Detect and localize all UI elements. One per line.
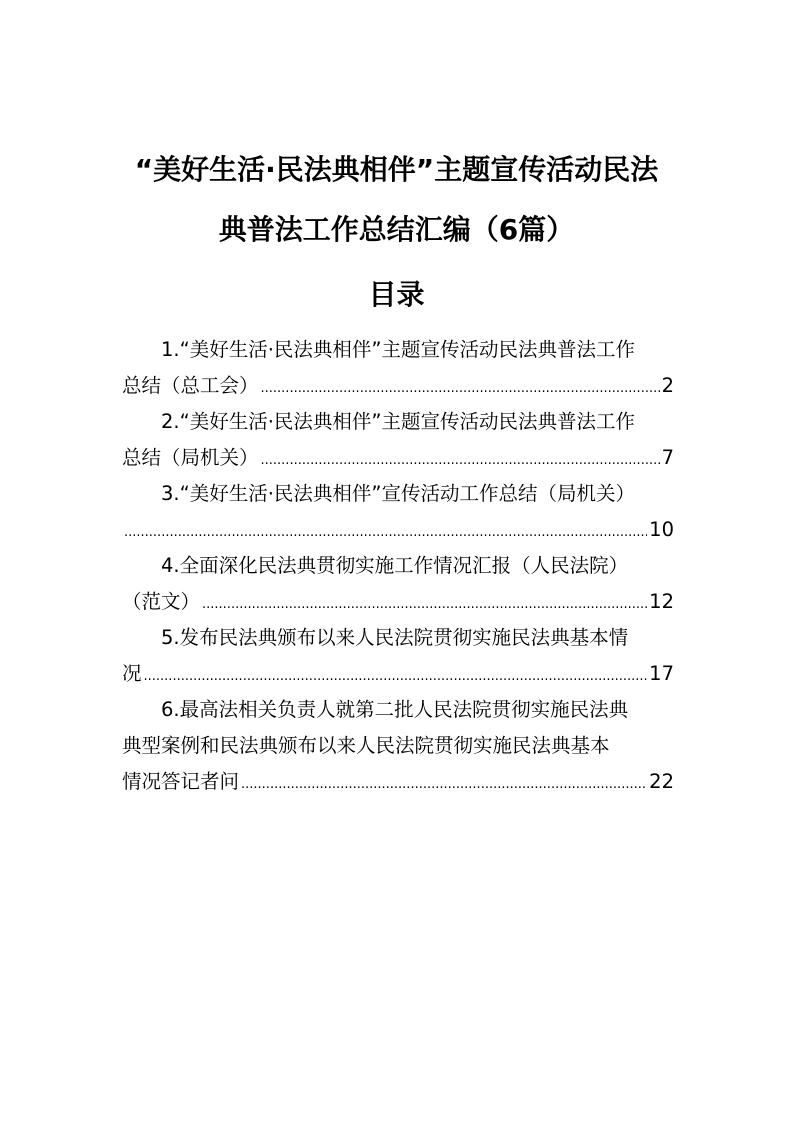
toc-dot-leader — [202, 584, 647, 623]
toc-dot-leader — [241, 764, 647, 803]
toc-page-number: 2 — [661, 374, 674, 397]
toc-entry-line — [122, 692, 674, 728]
toc-entry-1[interactable] — [122, 332, 674, 404]
toc-entry-line — [122, 656, 674, 692]
toc-entry-title-continued: 情况答记者问 — [122, 770, 240, 793]
toc-entry-title: 5.发布民法典颁布以来人民法院贯彻实施民法典基本情 — [161, 626, 629, 649]
toc-entry-line — [122, 584, 674, 620]
toc-entry-title: 4.全面深化民法典贯彻实施工作情况汇报（人民法院） — [161, 554, 629, 577]
toc-entry-title-continued: 总结（局机关） — [122, 446, 259, 469]
toc-dot-leader — [144, 656, 648, 695]
toc-page-number: 10 — [649, 518, 674, 541]
toc-entry-line — [122, 476, 674, 512]
toc-entry-line — [122, 764, 674, 800]
toc-entry-line — [122, 332, 674, 368]
toc-entry-title: 6.最高法相关负责人就第二批人民法院贯彻实施民法典 — [161, 698, 629, 721]
toc-entry-3[interactable] — [122, 476, 674, 548]
toc-entry-line — [122, 512, 674, 548]
toc-entry-6[interactable] — [122, 692, 674, 800]
toc-heading: 目录 — [368, 278, 425, 311]
toc-entry-title-continued: （范文） — [122, 590, 201, 613]
toc-dot-leader — [261, 368, 660, 407]
toc-entry-line — [122, 728, 674, 764]
toc-entry-5[interactable] — [122, 620, 674, 692]
toc-entry-line — [122, 440, 674, 476]
toc-entry-title-continued: 典型案例和民法典颁布以来人民法院贯彻实施民法典基本 — [122, 734, 610, 757]
toc-dot-leader — [124, 512, 647, 551]
toc-entry-line — [122, 620, 674, 656]
toc-entry-line — [122, 368, 674, 404]
table-of-contents — [122, 332, 674, 800]
toc-entry-4[interactable] — [122, 548, 674, 620]
toc-entry-title-continued: 况 — [122, 662, 142, 685]
toc-page-number: 12 — [649, 590, 674, 613]
toc-page-number: 7 — [661, 446, 674, 469]
toc-entry-title: 1.“美好生活·民法典相伴”主题宣传活动民法典普法工作 — [161, 338, 636, 361]
toc-entry-2[interactable] — [122, 404, 674, 476]
toc-page-number: 17 — [649, 662, 674, 685]
toc-entry-title: 3.“美好生活·民法典相伴”宣传活动工作总结（局机关） — [161, 482, 636, 505]
toc-dot-leader — [261, 440, 660, 479]
document-title-line-2: 典普法工作总结汇编（6篇） — [218, 213, 575, 246]
toc-entry-title: 2.“美好生活·民法典相伴”主题宣传活动民法典普法工作 — [161, 410, 636, 433]
document-title-line-1: “美好生活·民法典相伴”主题宣传活动民法 — [134, 153, 659, 186]
toc-page-number: 22 — [649, 770, 674, 793]
toc-entry-title-continued: 总结（总工会） — [122, 374, 259, 397]
toc-entry-line — [122, 548, 674, 584]
toc-entry-line — [122, 404, 674, 440]
